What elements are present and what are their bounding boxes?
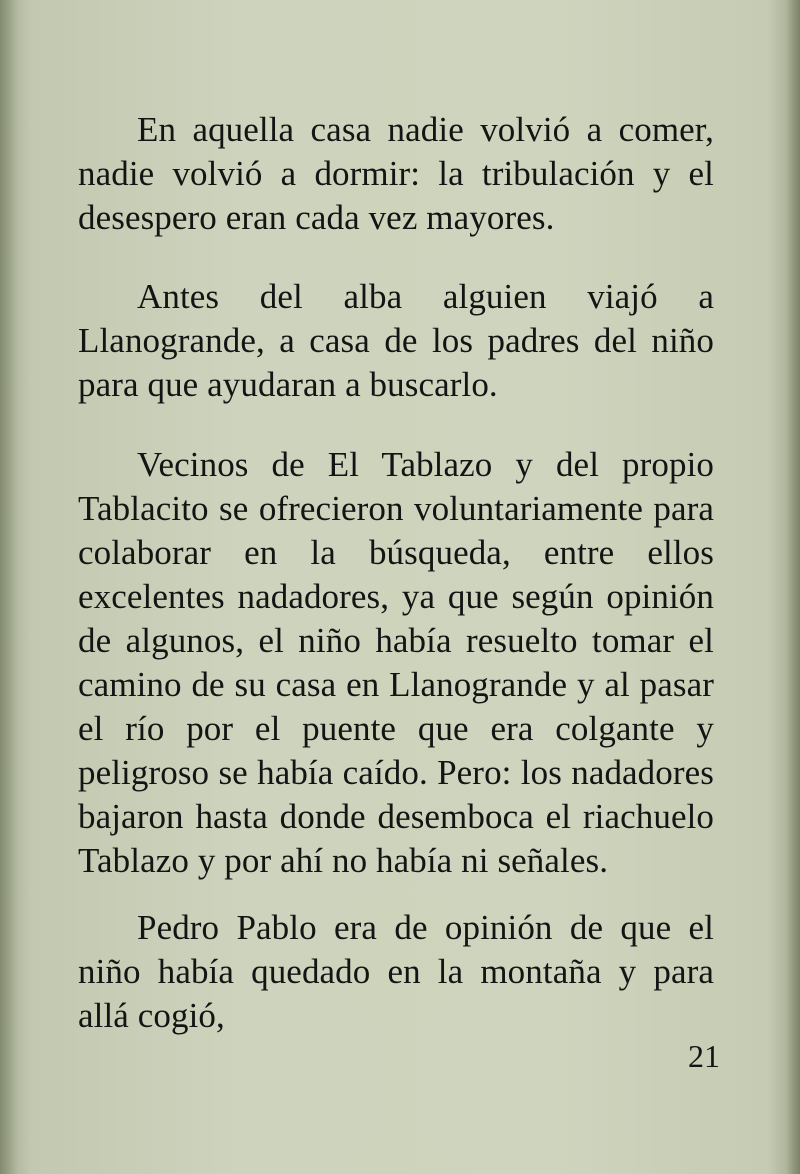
paragraph-2: Antes del alba alguien viajó a Llanogrande, a casa de los padres del niño para que ayudaran a buscarlo. (78, 277, 714, 404)
page-edge-shadow-left (0, 0, 18, 1174)
paragraph-1: En aquella casa nadie volvió a comer, nadie volvió a dormir: la tribulación y el desespero eran cada vez mayores. (78, 110, 714, 237)
page-edge-shadow-right (786, 0, 800, 1174)
paragraph-3: Vecinos de El Tablazo y del propio Tablacito se ofrecieron voluntariamente para colaborar en la búsqueda, entre ellos excelentes nadadores, ya que según opinión de algunos, el niño había resuelto tomar el camino de su casa en Llanogrande y al pasar el río por el puente que era colgante y peligroso se había caído. Pero: los nadadores bajaron hasta donde desemboca el riachuelo Tablazo y por ahí no había ni señales. (78, 445, 714, 880)
paragraph-4: Pedro Pablo era de opinión de que el niño había quedado en la montaña y para allá cogió, (78, 908, 714, 1035)
page-number: 21 (688, 1038, 720, 1074)
